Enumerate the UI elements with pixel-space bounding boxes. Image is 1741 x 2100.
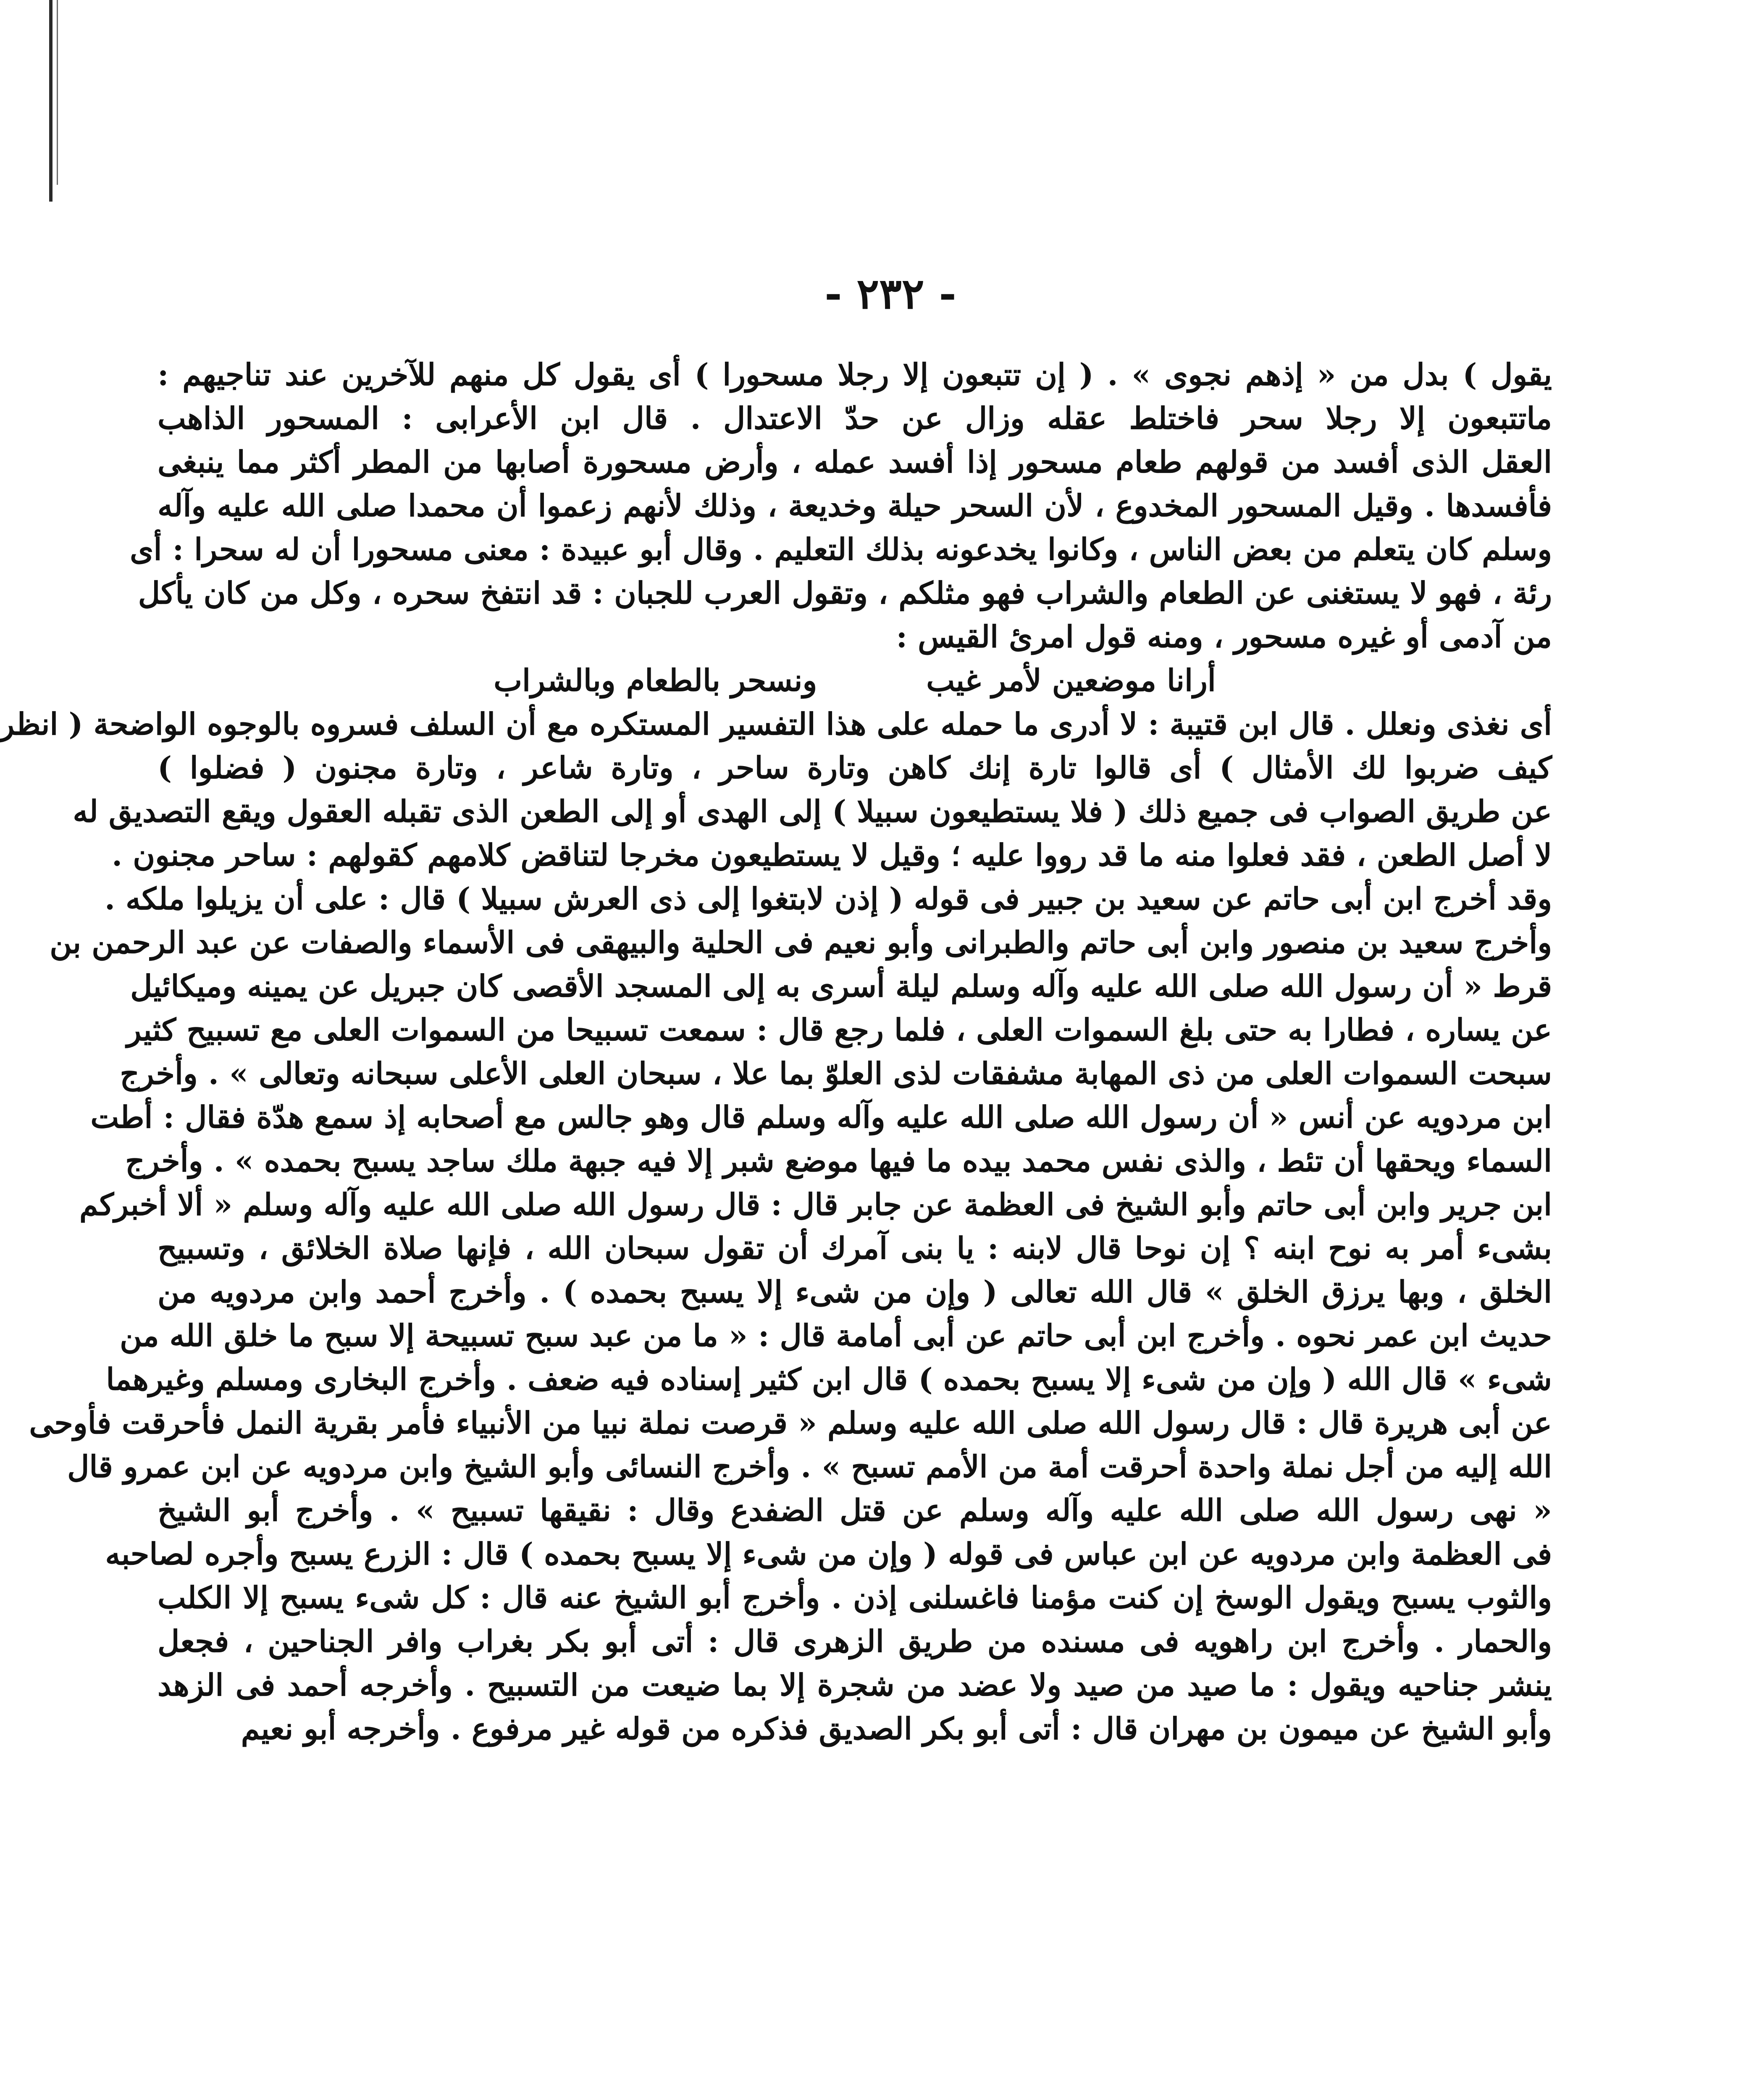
text-line: عن يساره ، فطارا به حتى بلغ السموات العلى ، فلما رجع قال : سمعت تسبيحا من السموات العلى مع تسبيح كثير xyxy=(126,1012,1552,1047)
text-line: حديث ابن عمر نحوه . وأخرج ابن أبى حاتم عن أبى أمامة قال : « ما من عبد سبح تسبيحة إلا سبح ما خلق الله من xyxy=(120,1318,1552,1353)
text-line: فأفسدها . وقيل المسحور المخدوع ، لأن السحر حيلة وخديعة ، وذلك لأنهم زعموا أن محمدا صلى الله عليه وآله xyxy=(158,488,1552,523)
text-line: يقول ) بدل من « إذهم نجوى » . ( إن تتبعون إلا رجلا مسحورا ) أى يقول كل منهم للآخرين عند تناجيهم : xyxy=(158,357,1552,392)
poetry-verse xyxy=(158,659,1552,702)
text-line: « نهى رسول الله صلى الله عليه وآله وسلم عن قتل الضفدع وقال : نقيقها تسبيح » . وأخرج أبو الشيخ xyxy=(158,1492,1552,1528)
text-line: الله إليه من أجل نملة واحدة أحرقت أمة من الأمم تسبح » . وأخرج النسائى وأبو الشيخ وابن مردويه عن ابن عمرو قال xyxy=(67,1449,1552,1484)
verse-first-hemistich: أرانا موضعين لأمر غيب xyxy=(926,662,1216,698)
text-line: قرط « أن رسول الله صلى الله عليه وآله وسلم ليلة أسرى به إلى المسجد الأقصى كان جبريل عن يمينه وميكائيل xyxy=(130,968,1552,1004)
text-line: لا أصل الطعن ، فقد فعلوا منه ما قد رووا عليه ؛ وقيل لا يستطيعون مخرجا لتناقض كلامهم كقولهم : ساحر مجنون . xyxy=(112,837,1552,873)
body-text xyxy=(0,353,1552,1751)
text-line: وسلم كان يتعلم من بعض الناس ، وكانوا يخدعونه بذلك التعليم . وقال أبو عبيدة : معنى مسحورا أن له سحرا : أى xyxy=(130,531,1552,567)
text-line: والثوب يسبح ويقول الوسخ إن كنت مؤمنا فاغسلنى إذن . وأخرج أبو الشيخ عنه قال : كل شىء يسبح إلا الكلب xyxy=(158,1580,1552,1615)
text-line: الخلق ، وبها يرزق الخلق » قال الله تعالى ( وإن من شىء إلا يسبح بحمده ) . وأخرج أحمد وابن مردويه من xyxy=(158,1274,1552,1310)
text-line: أى نغذى ونعلل . قال ابن قتيبة : لا أدرى ما حمله على هذا التفسير المستكره مع أن السلف فسروه بالوجوه الواضحة ( انظر xyxy=(0,706,1552,742)
text-line: كيف ضربوا لك الأمثال ) أى قالوا تارة إنك كاهن وتارة ساحر ، وتارة شاعر ، وتارة مجنون ( فضلوا ) xyxy=(158,750,1552,785)
text-line: السماء ويحقها أن تئط ، والذى نفس محمد بيده ما فيها موضع شبر إلا فيه جبهة ملك ساجد يسبح بحمده » . وأخرج xyxy=(125,1143,1552,1179)
text-line: والحمار . وأخرج ابن راهويه فى مسنده من طريق الزهرى قال : أتى أبو بكر بغراب وافر الجناحين ، فجعل xyxy=(158,1623,1552,1659)
text-line: ينشر جناحيه ويقول : ما صيد من صيد ولا عضد من شجرة إلا بما ضيعت من التسبيح . وأخرجه أحمد فى الزهد xyxy=(158,1667,1552,1703)
text-line: سبحت السموات العلى من ذى المهابة مشفقات لذى العلوّ بما علا ، سبحان العلى الأعلى سبحانه وتعالى » . وأخرج xyxy=(120,1055,1552,1091)
text-line: ماتتبعون إلا رجلا سحر فاختلط عقله وزال عن حدّ الاعتدال . قال ابن الأعرابى : المسحور الذاهب xyxy=(158,400,1552,436)
text-line: عن طريق الصواب فى جميع ذلك ( فلا يستطيعون سبيلا ) إلى الهدى أو إلى الطعن الذى تقبله العقول ويقع التصديق له xyxy=(73,793,1552,829)
text-line: وقد أخرج ابن أبى حاتم عن سعيد بن جبير فى قوله ( إذن لابتغوا إلى ذى العرش سبيلا ) قال : على أن يزيلوا ملكه . xyxy=(105,881,1552,916)
text-line: رئة ، فهو لا يستغنى عن الطعام والشراب فهو مثلكم ، وتقول العرب للجبان : قد انتفخ سحره ، وكل من كان يأكل xyxy=(138,575,1552,611)
page-number: - ٢٣٢ - xyxy=(825,269,956,318)
text-line: عن أبى هريرة قال : قال رسول الله صلى الله عليه وسلم « قرصت نملة نبيا من الأنبياء فأمر بقرية النمل فأحرقت فأوحى xyxy=(29,1405,1552,1441)
text-line: من آدمى أو غيره مسحور ، ومنه قول امرئ القيس : xyxy=(896,619,1552,654)
text-line: شىء » قال الله ( وإن من شىء إلا يسبح بحمده ) قال ابن كثير إسناده فيه ضعف . وأخرج البخارى ومسلم وغيرهما xyxy=(106,1361,1552,1397)
text-line: وأخرج سعيد بن منصور وابن أبى حاتم والطبرانى وأبو نعيم فى الحلية والبيهقى فى الأسماء والصفات عن عبد الرحمن بن xyxy=(50,924,1552,960)
text-line: ابن مردويه عن أنس « أن رسول الله صلى الله عليه وآله وسلم قال وهو جالس مع أصحابه إذ سمع هدّة فقال : أطت xyxy=(90,1099,1552,1135)
text-line: العقل الذى أفسد من قولهم طعام مسحور إذا أفسد عمله ، وأرض مسحورة أصابها من المطر أكثر مما ينبغى xyxy=(158,444,1552,480)
binding-rule xyxy=(49,0,53,202)
text-line: وأبو الشيخ عن ميمون بن مهران قال : أتى أبو بكر الصديق فذكره من قوله غير مرفوع . وأخرجه أبو نعيم xyxy=(241,1711,1552,1746)
text-line: بشىء أمر به نوح ابنه ؟ إن نوحا قال لابنه : يا بنى آمرك أن تقول سبحان الله ، فإنها صلاة الخلائق ، وتسبيح xyxy=(158,1230,1552,1266)
text-line: ابن جرير وابن أبى حاتم وأبو الشيخ فى العظمة عن جابر قال : قال رسول الله صلى الله عليه وآله وسلم « ألا أخبركم xyxy=(79,1186,1552,1222)
text-line: فى العظمة وابن مردويه عن ابن عباس فى قوله ( وإن من شىء إلا يسبح بحمده ) قال : الزرع يسبح وأجره لصاحبه xyxy=(105,1536,1552,1572)
verse-second-hemistich: ونسحر بالطعام وبالشراب xyxy=(494,662,817,698)
binding-rule-inner xyxy=(57,0,58,185)
